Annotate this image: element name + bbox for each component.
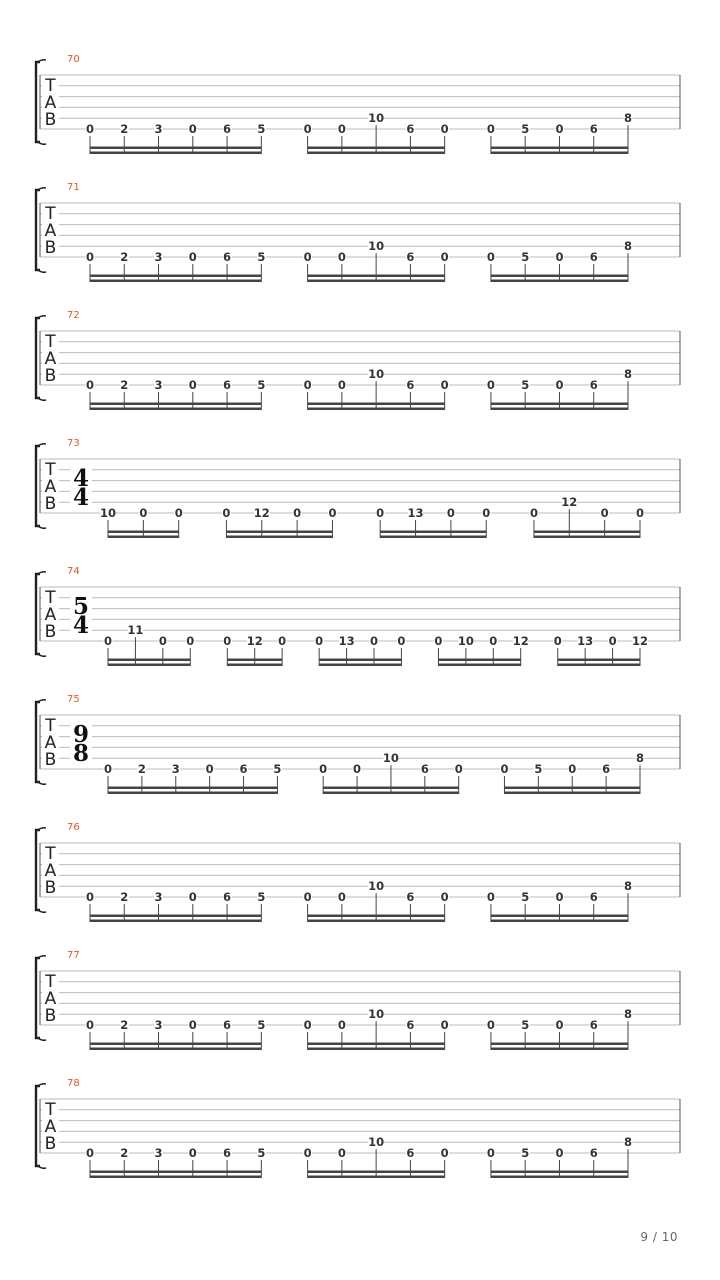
fret-number: 0 — [139, 506, 148, 520]
fret-number: 0 — [188, 1018, 197, 1032]
fret-number: 0 — [555, 890, 564, 904]
fret-number: 10 — [368, 367, 385, 382]
fret-number: 2 — [120, 378, 129, 392]
tab-system — [36, 438, 680, 538]
tab-clef-letter: B — [44, 622, 57, 642]
bracket-hook-bottom — [38, 270, 46, 272]
measure-number: 71 — [67, 182, 80, 193]
fret-number: 0 — [103, 634, 113, 648]
fret-number: 0 — [188, 1146, 197, 1160]
beam-primary — [438, 664, 520, 667]
beam-primary — [90, 1176, 261, 1179]
tab-system — [36, 310, 680, 410]
tab-clef-letter: A — [44, 93, 57, 113]
fret-number: 5 — [257, 378, 266, 392]
tab-clef-letter: A — [44, 989, 57, 1009]
fret-number: 0 — [489, 634, 498, 648]
fret-number: 11 — [127, 623, 144, 638]
tab-clef-letter: B — [44, 878, 57, 898]
fret-number: 0 — [303, 250, 312, 264]
fret-number: 0 — [434, 634, 443, 648]
fret-number: 0 — [85, 1018, 95, 1032]
fret-number: 10 — [368, 1007, 385, 1022]
fret-number: 6 — [406, 250, 415, 264]
tab-system — [36, 694, 680, 794]
fret-number: 6 — [589, 890, 598, 904]
beam-secondary — [227, 659, 282, 662]
fret-number: 10 — [368, 1135, 385, 1150]
fret-number: 12 — [561, 495, 578, 510]
beam-secondary — [323, 787, 459, 790]
bracket-hook-top — [38, 572, 46, 574]
tab-clef-letter: B — [44, 110, 57, 130]
fret-number: 0 — [328, 506, 337, 520]
fret-number: 13 — [407, 506, 424, 520]
fret-number: 8 — [623, 367, 633, 382]
bracket-hook-top — [38, 188, 46, 190]
beam-primary — [323, 792, 459, 795]
system-bracket — [36, 62, 40, 142]
fret-number: 0 — [85, 122, 95, 136]
system-bracket — [36, 574, 40, 654]
beam-secondary — [90, 915, 261, 918]
fret-number: 5 — [534, 762, 543, 776]
page-number: 9 / 10 — [640, 1230, 678, 1244]
beam-secondary — [319, 659, 401, 662]
beam-secondary — [226, 531, 332, 534]
beam-primary — [90, 408, 261, 411]
fret-number: 8 — [635, 751, 645, 766]
fret-number: 6 — [223, 250, 232, 264]
fret-number: 0 — [303, 890, 312, 904]
measure-number: 74 — [67, 566, 80, 577]
fret-number: 13 — [577, 634, 594, 648]
fret-number: 0 — [222, 506, 231, 520]
fret-number: 12 — [512, 634, 529, 648]
fret-number: 0 — [303, 378, 312, 392]
fret-number: 3 — [154, 1018, 163, 1032]
fret-number: 2 — [120, 122, 129, 136]
beam-secondary — [90, 275, 261, 278]
beam-secondary — [90, 1171, 261, 1174]
fret-number: 3 — [154, 1146, 163, 1160]
tab-clef-letter: T — [45, 844, 56, 864]
beam-secondary — [558, 659, 640, 662]
bracket-hook-bottom — [38, 654, 46, 656]
tab-system — [36, 54, 680, 154]
beam-secondary — [380, 531, 486, 534]
fret-number: 0 — [555, 250, 564, 264]
beam-secondary — [438, 659, 520, 662]
bracket-hook-top — [38, 700, 46, 702]
fret-number: 0 — [303, 122, 312, 136]
beam-primary — [108, 664, 190, 667]
fret-number: 5 — [257, 890, 266, 904]
fret-number: 0 — [440, 122, 449, 136]
fret-number: 8 — [623, 1007, 633, 1022]
bracket-hook-bottom — [38, 782, 46, 784]
time-signature-bottom: 4 — [72, 484, 90, 511]
tab-clef-letter: B — [44, 494, 57, 514]
beam-secondary — [90, 147, 261, 150]
beam-secondary — [491, 275, 628, 278]
fret-number: 10 — [99, 506, 117, 520]
fret-number: 3 — [154, 890, 163, 904]
fret-number: 0 — [278, 634, 287, 648]
system-bracket — [36, 318, 40, 398]
bracket-hook-top — [38, 444, 46, 446]
tab-clef-letter: T — [45, 76, 56, 96]
bracket-hook-bottom — [38, 1038, 46, 1040]
beam-secondary — [308, 915, 445, 918]
fret-number: 2 — [137, 762, 146, 776]
tab-clef-letter: B — [44, 1134, 57, 1154]
tab-system — [36, 822, 680, 922]
bracket-hook-top — [38, 1084, 46, 1086]
beam-secondary — [308, 275, 445, 278]
beam-secondary — [90, 403, 261, 406]
fret-number: 0 — [446, 506, 455, 520]
fret-number: 0 — [186, 634, 195, 648]
fret-number: 5 — [257, 250, 266, 264]
fret-number: 8 — [623, 1135, 633, 1150]
bracket-hook-top — [38, 828, 46, 830]
measure-number: 72 — [67, 310, 80, 321]
tab-clef-letter: B — [44, 1006, 57, 1026]
fret-number: 12 — [253, 506, 270, 520]
fret-number: 6 — [223, 378, 232, 392]
fret-number: 6 — [420, 762, 429, 776]
tab-system — [36, 182, 680, 282]
bracket-hook-top — [38, 60, 46, 62]
beam-secondary — [491, 403, 628, 406]
fret-number: 0 — [440, 1146, 449, 1160]
measure-number: 76 — [67, 822, 80, 833]
bracket-hook-top — [38, 956, 46, 958]
fret-number: 0 — [188, 122, 197, 136]
fret-number: 10 — [382, 751, 399, 766]
beam-primary — [380, 536, 486, 539]
fret-number: 0 — [440, 1018, 449, 1032]
fret-number: 12 — [246, 634, 263, 648]
fret-number: 3 — [154, 122, 163, 136]
beam-primary — [491, 280, 628, 283]
time-signature-top: 9 — [72, 721, 90, 748]
time-signature-bottom: 4 — [72, 612, 90, 639]
measure-number: 73 — [67, 438, 80, 449]
fret-number: 10 — [368, 111, 385, 126]
fret-number: 6 — [589, 250, 598, 264]
beam-secondary — [534, 531, 640, 534]
fret-number: 0 — [440, 890, 449, 904]
fret-number: 0 — [337, 122, 346, 136]
fret-number: 5 — [257, 1018, 266, 1032]
fret-number: 10 — [368, 879, 385, 894]
tab-clef-letter: A — [44, 349, 57, 369]
fret-number: 0 — [303, 1146, 312, 1160]
fret-number: 6 — [223, 890, 232, 904]
fret-number: 6 — [602, 762, 611, 776]
beam-primary — [308, 152, 445, 155]
tab-clef-letter: A — [44, 221, 57, 241]
fret-number: 5 — [521, 890, 530, 904]
fret-number: 0 — [555, 1146, 564, 1160]
fret-number: 8 — [623, 239, 633, 254]
beam-secondary — [491, 1043, 628, 1046]
beam-primary — [108, 792, 277, 795]
beam-primary — [308, 920, 445, 923]
beam-primary — [308, 1048, 445, 1051]
tab-clef-letter: A — [44, 733, 57, 753]
fret-number: 3 — [154, 378, 163, 392]
tab-clef-letter: A — [44, 477, 57, 497]
system-bracket — [36, 190, 40, 270]
fret-number: 0 — [555, 122, 564, 136]
beam-primary — [90, 920, 261, 923]
beam-primary — [308, 1176, 445, 1179]
measure-number: 77 — [67, 950, 80, 961]
measure-number: 75 — [67, 694, 80, 705]
fret-number: 2 — [120, 1018, 129, 1032]
beam-primary — [319, 664, 401, 667]
beam-primary — [558, 664, 640, 667]
fret-number: 6 — [223, 1146, 232, 1160]
fret-number: 10 — [368, 239, 385, 254]
fret-number: 6 — [223, 1018, 232, 1032]
beam-secondary — [308, 147, 445, 150]
fret-number: 0 — [188, 250, 197, 264]
tab-system — [36, 566, 680, 666]
fret-number: 0 — [158, 634, 167, 648]
fret-number: 0 — [337, 250, 346, 264]
fret-number: 0 — [376, 506, 385, 520]
fret-number: 0 — [482, 506, 491, 520]
time-signature-bottom: 8 — [72, 740, 90, 767]
beam-primary — [308, 280, 445, 283]
fret-number: 6 — [589, 378, 598, 392]
tab-clef-letter: T — [45, 1100, 56, 1120]
fret-number: 0 — [454, 762, 463, 776]
fret-number: 0 — [85, 378, 95, 392]
fret-number: 0 — [337, 378, 346, 392]
fret-number: 2 — [120, 1146, 129, 1160]
bracket-hook-bottom — [38, 1166, 46, 1168]
fret-number: 0 — [315, 634, 324, 648]
fret-number: 0 — [188, 890, 197, 904]
fret-number: 0 — [353, 762, 362, 776]
fret-number: 0 — [103, 762, 113, 776]
bracket-hook-bottom — [38, 398, 46, 400]
fret-number: 8 — [623, 111, 633, 126]
fret-number: 0 — [608, 634, 617, 648]
beam-primary — [308, 408, 445, 411]
beam-secondary — [491, 147, 628, 150]
beam-primary — [108, 536, 179, 539]
fret-number: 0 — [337, 1146, 346, 1160]
fret-number: 2 — [120, 890, 129, 904]
beam-primary — [491, 408, 628, 411]
fret-number: 6 — [406, 890, 415, 904]
time-signature-top: 5 — [72, 593, 90, 620]
fret-number: 0 — [174, 506, 183, 520]
beam-primary — [90, 1048, 261, 1051]
fret-number: 6 — [406, 378, 415, 392]
fret-number: 0 — [303, 1018, 312, 1032]
beam-primary — [90, 152, 261, 155]
beam-secondary — [308, 1171, 445, 1174]
fret-number: 5 — [521, 1146, 530, 1160]
fret-number: 5 — [521, 1018, 530, 1032]
fret-number: 5 — [257, 122, 266, 136]
fret-number: 0 — [397, 634, 406, 648]
fret-number: 0 — [440, 250, 449, 264]
system-bracket — [36, 830, 40, 910]
beam-primary — [227, 664, 282, 667]
fret-number: 6 — [239, 762, 248, 776]
beam-primary — [226, 536, 332, 539]
fret-number: 0 — [205, 762, 214, 776]
fret-number: 0 — [635, 506, 645, 520]
bracket-hook-bottom — [38, 142, 46, 144]
fret-number: 2 — [120, 250, 129, 264]
measure-number: 70 — [67, 54, 80, 65]
fret-number: 5 — [521, 378, 530, 392]
fret-number: 6 — [589, 1146, 598, 1160]
fret-number: 6 — [406, 122, 415, 136]
fret-number: 0 — [319, 762, 328, 776]
beam-primary — [534, 536, 640, 539]
tab-clef-letter: T — [45, 460, 56, 480]
fret-number: 0 — [486, 122, 495, 136]
fret-number: 0 — [555, 378, 564, 392]
beam-primary — [491, 920, 628, 923]
tab-system — [36, 1078, 680, 1178]
beam-secondary — [504, 787, 640, 790]
fret-number: 6 — [406, 1018, 415, 1032]
beam-secondary — [308, 403, 445, 406]
beam-primary — [491, 152, 628, 155]
tab-clef-letter: A — [44, 861, 57, 881]
bracket-hook-bottom — [38, 910, 46, 912]
fret-number: 5 — [273, 762, 282, 776]
tab-clef-letter: T — [45, 332, 56, 352]
fret-number: 6 — [223, 122, 232, 136]
beam-primary — [504, 792, 640, 795]
tab-clef-letter: T — [45, 588, 56, 608]
fret-number: 6 — [589, 1018, 598, 1032]
time-signature-top: 4 — [72, 465, 90, 492]
beam-primary — [491, 1048, 628, 1051]
tab-clef-letter: B — [44, 238, 57, 258]
fret-number: 0 — [486, 378, 495, 392]
tab-clef-letter: T — [45, 972, 56, 992]
beam-secondary — [308, 1043, 445, 1046]
fret-number: 3 — [154, 250, 163, 264]
fret-number: 0 — [486, 250, 495, 264]
fret-number: 0 — [555, 1018, 564, 1032]
beam-secondary — [108, 659, 190, 662]
tab-clef-letter: B — [44, 366, 57, 386]
fret-number: 5 — [521, 122, 530, 136]
system-bracket — [36, 1086, 40, 1166]
fret-number: 0 — [553, 634, 562, 648]
bracket-hook-bottom — [38, 526, 46, 528]
tab-clef-letter: A — [44, 605, 57, 625]
tab-system — [36, 950, 680, 1050]
system-bracket — [36, 446, 40, 526]
fret-number: 0 — [440, 378, 449, 392]
system-bracket — [36, 958, 40, 1038]
fret-number: 10 — [457, 634, 474, 648]
fret-number: 0 — [337, 890, 346, 904]
tab-clef-letter: B — [44, 750, 57, 770]
fret-number: 0 — [85, 250, 95, 264]
beam-primary — [90, 280, 261, 283]
fret-number: 0 — [293, 506, 302, 520]
beam-secondary — [108, 787, 277, 790]
fret-number: 13 — [338, 634, 355, 648]
tab-clef-letter: T — [45, 716, 56, 736]
beam-secondary — [108, 531, 179, 534]
fret-number: 0 — [600, 506, 609, 520]
fret-number: 0 — [529, 506, 538, 520]
fret-number: 0 — [85, 890, 95, 904]
fret-number: 6 — [406, 1146, 415, 1160]
measure-number: 78 — [67, 1078, 80, 1089]
fret-number: 0 — [486, 890, 495, 904]
fret-number: 8 — [623, 879, 633, 894]
fret-number: 6 — [589, 122, 598, 136]
fret-number: 0 — [369, 634, 379, 648]
fret-number: 0 — [188, 378, 197, 392]
fret-number: 0 — [486, 1146, 495, 1160]
beam-secondary — [491, 1171, 628, 1174]
fret-number: 0 — [337, 1018, 346, 1032]
fret-number: 0 — [568, 762, 577, 776]
fret-number: 3 — [171, 762, 180, 776]
fret-number: 0 — [85, 1146, 95, 1160]
fret-number: 5 — [257, 1146, 266, 1160]
beam-primary — [491, 1176, 628, 1179]
tab-clef-letter: A — [44, 1117, 57, 1137]
fret-number: 0 — [486, 1018, 495, 1032]
tab-clef-letter: T — [45, 204, 56, 224]
fret-number: 12 — [631, 634, 649, 648]
beam-secondary — [491, 915, 628, 918]
fret-number: 5 — [521, 250, 530, 264]
bracket-hook-top — [38, 316, 46, 318]
beam-secondary — [90, 1043, 261, 1046]
fret-number: 0 — [500, 762, 509, 776]
system-bracket — [36, 702, 40, 782]
fret-number: 0 — [223, 634, 232, 648]
